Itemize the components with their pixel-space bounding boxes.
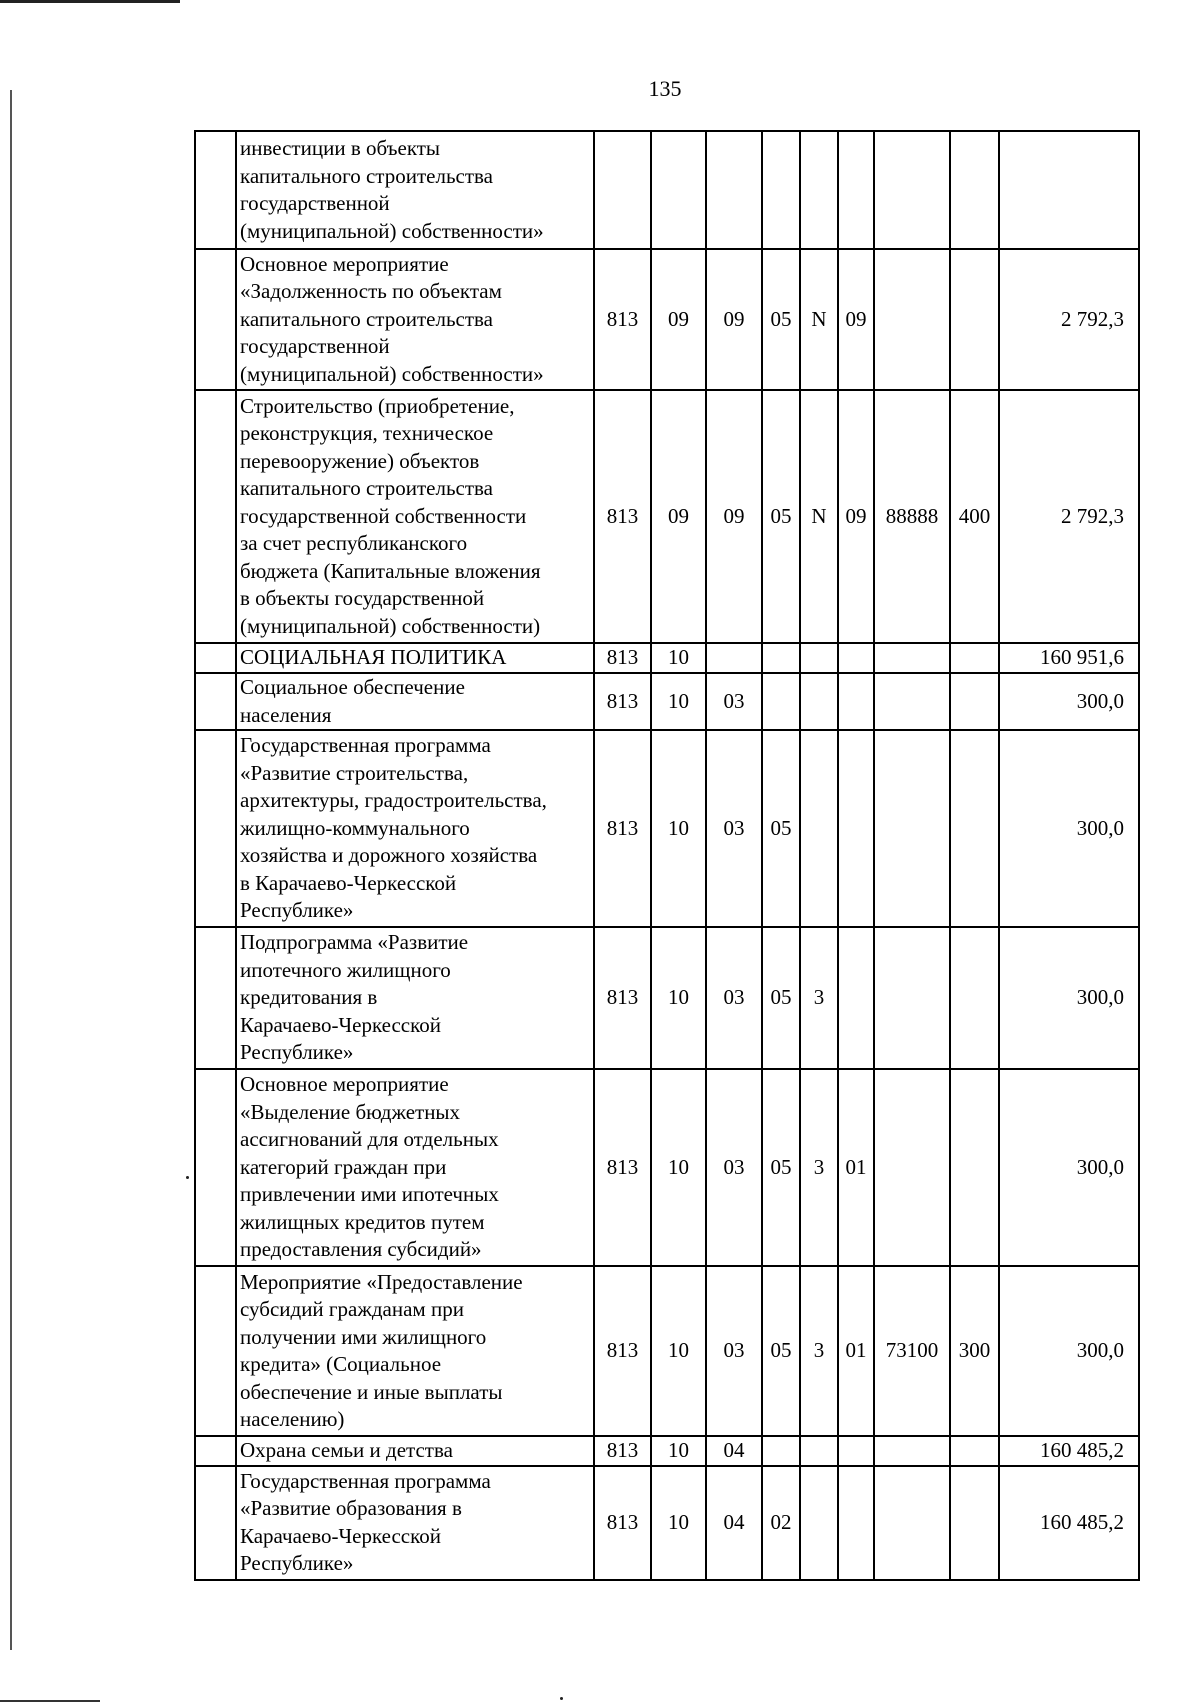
subprogram-code: 3 (800, 1266, 838, 1436)
subsection-code: 03 (706, 1266, 762, 1436)
activity-code (838, 1466, 874, 1580)
expense-type-code (950, 249, 999, 390)
expense-type-code (950, 1466, 999, 1580)
table-row (195, 249, 1139, 390)
table-row (195, 927, 1139, 1069)
amount: 2 792,3 (999, 249, 1139, 390)
amount: 300,0 (999, 1069, 1139, 1266)
ved-code: 813 (594, 730, 651, 927)
section-code: 10 (651, 730, 706, 927)
subprogram-code: 3 (800, 1069, 838, 1266)
ved-code (594, 131, 651, 249)
scan-speck (560, 1697, 563, 1700)
direction-code (874, 131, 950, 249)
subprogram-code (800, 1466, 838, 1580)
table-row (195, 643, 1139, 673)
program-code (762, 1436, 800, 1466)
expense-type-code (950, 1436, 999, 1466)
row-index-cell (195, 1436, 236, 1466)
subsection-code: 03 (706, 673, 762, 730)
program-code: 05 (762, 927, 800, 1069)
item-name: Охрана семьи и детства (236, 1436, 594, 1466)
direction-code (874, 730, 950, 927)
direction-code (874, 1436, 950, 1466)
item-name: СОЦИАЛЬНАЯ ПОЛИТИКА (236, 643, 594, 673)
activity-code (838, 927, 874, 1069)
subprogram-code (800, 730, 838, 927)
program-code: 05 (762, 1266, 800, 1436)
subsection-code (706, 131, 762, 249)
item-name: Строительство (приобретение, реконструкция, техническое перевооружение) объектов капитального строительства государственной собственности за счет республиканского бюджета (Капитальные вложения в объекты государственной (муниципальной) собственности) (236, 390, 594, 643)
direction-code: 73100 (874, 1266, 950, 1436)
scan-edge-mark (0, 1700, 100, 1702)
item-name: Подпрограмма «Развитие ипотечного жилищного кредитования в Карачаево-Черкесской Республике» (236, 927, 594, 1069)
amount (999, 131, 1139, 249)
ved-code: 813 (594, 643, 651, 673)
section-code: 10 (651, 643, 706, 673)
ved-code: 813 (594, 1069, 651, 1266)
expense-type-code (950, 927, 999, 1069)
scan-speck (186, 1176, 189, 1179)
program-code: 05 (762, 1069, 800, 1266)
subsection-code: 04 (706, 1466, 762, 1580)
table-row (195, 390, 1139, 643)
direction-code (874, 1466, 950, 1580)
amount: 300,0 (999, 673, 1139, 730)
table-row (195, 1466, 1139, 1580)
subprogram-code: N (800, 249, 838, 390)
subsection-code: 09 (706, 390, 762, 643)
expense-type-code: 400 (950, 390, 999, 643)
subprogram-code (800, 673, 838, 730)
table-row (195, 1266, 1139, 1436)
row-index-cell (195, 643, 236, 673)
expense-type-code (950, 673, 999, 730)
section-code: 09 (651, 390, 706, 643)
table-row (195, 730, 1139, 927)
subsection-code: 03 (706, 730, 762, 927)
row-index-cell (195, 1069, 236, 1266)
expense-type-code: 300 (950, 1266, 999, 1436)
activity-code: 01 (838, 1069, 874, 1266)
program-code: 02 (762, 1466, 800, 1580)
ved-code: 813 (594, 390, 651, 643)
scan-edge-mark (0, 0, 180, 3)
ved-code: 813 (594, 249, 651, 390)
activity-code (838, 730, 874, 927)
program-code: 05 (762, 390, 800, 643)
subprogram-code: N (800, 390, 838, 643)
row-index-cell (195, 1466, 236, 1580)
section-code (651, 131, 706, 249)
subsection-code (706, 643, 762, 673)
ved-code: 813 (594, 1466, 651, 1580)
item-name: инвестиции в объекты капитального строительства государственной (муниципальной) собственности» (236, 131, 594, 249)
table-row (195, 1436, 1139, 1466)
item-name: Социальное обеспечение населения (236, 673, 594, 730)
activity-code (838, 131, 874, 249)
scan-edge-line (10, 90, 12, 1650)
subsection-code: 03 (706, 927, 762, 1069)
activity-code: 09 (838, 390, 874, 643)
page-number: 135 (648, 76, 682, 101)
subprogram-code (800, 643, 838, 673)
section-code: 10 (651, 1069, 706, 1266)
subprogram-code (800, 1436, 838, 1466)
section-code: 10 (651, 673, 706, 730)
direction-code (874, 1069, 950, 1266)
amount: 300,0 (999, 927, 1139, 1069)
table-row (195, 673, 1139, 730)
direction-code: 88888 (874, 390, 950, 643)
item-name: Мероприятие «Предоставление субсидий гражданам при получении ими жилищного кредита» (Социальное обеспечение и иные выплаты населению) (236, 1266, 594, 1436)
item-name: Государственная программа «Развитие строительства, архитектуры, градостроительства, жилищно-коммунального хозяйства и дорожного хозяйства в Карачаево-Черкесской Республике» (236, 730, 594, 927)
expense-type-code (950, 643, 999, 673)
item-name: Основное мероприятие «Задолженность по объектам капитального строительства государственной (муниципальной) собственности» (236, 249, 594, 390)
subsection-code: 03 (706, 1069, 762, 1266)
item-name: Государственная программа «Развитие образования в Карачаево-Черкесской Республике» (236, 1466, 594, 1580)
subprogram-code (800, 131, 838, 249)
program-code (762, 643, 800, 673)
activity-code (838, 1436, 874, 1466)
section-code: 09 (651, 249, 706, 390)
row-index-cell (195, 730, 236, 927)
program-code (762, 673, 800, 730)
direction-code (874, 643, 950, 673)
section-code: 10 (651, 927, 706, 1069)
subsection-code: 04 (706, 1436, 762, 1466)
amount: 2 792,3 (999, 390, 1139, 643)
ved-code: 813 (594, 1436, 651, 1466)
direction-code (874, 927, 950, 1069)
activity-code: 09 (838, 249, 874, 390)
program-code: 05 (762, 730, 800, 927)
amount: 160 951,6 (999, 643, 1139, 673)
row-index-cell (195, 390, 236, 643)
expense-type-code (950, 131, 999, 249)
amount: 300,0 (999, 730, 1139, 927)
item-name: Основное мероприятие «Выделение бюджетных ассигнований для отдельных категорий граждан при привлечении ими ипотечных жилищных кредитов путем предоставления субсидий» (236, 1069, 594, 1266)
activity-code (838, 673, 874, 730)
table-row (195, 131, 1139, 249)
expense-type-code (950, 730, 999, 927)
program-code: 05 (762, 249, 800, 390)
section-code: 10 (651, 1436, 706, 1466)
subprogram-code: 3 (800, 927, 838, 1069)
section-code: 10 (651, 1466, 706, 1580)
budget-table (194, 130, 1140, 1581)
activity-code: 01 (838, 1266, 874, 1436)
direction-code (874, 673, 950, 730)
section-code: 10 (651, 1266, 706, 1436)
amount: 300,0 (999, 1266, 1139, 1436)
direction-code (874, 249, 950, 390)
row-index-cell (195, 673, 236, 730)
program-code (762, 131, 800, 249)
amount: 160 485,2 (999, 1436, 1139, 1466)
ved-code: 813 (594, 927, 651, 1069)
row-index-cell (195, 1266, 236, 1436)
row-index-cell (195, 927, 236, 1069)
ved-code: 813 (594, 1266, 651, 1436)
row-index-cell (195, 249, 236, 390)
subsection-code: 09 (706, 249, 762, 390)
expense-type-code (950, 1069, 999, 1266)
amount: 160 485,2 (999, 1466, 1139, 1580)
activity-code (838, 643, 874, 673)
ved-code: 813 (594, 673, 651, 730)
table-row (195, 1069, 1139, 1266)
row-index-cell (195, 131, 236, 249)
